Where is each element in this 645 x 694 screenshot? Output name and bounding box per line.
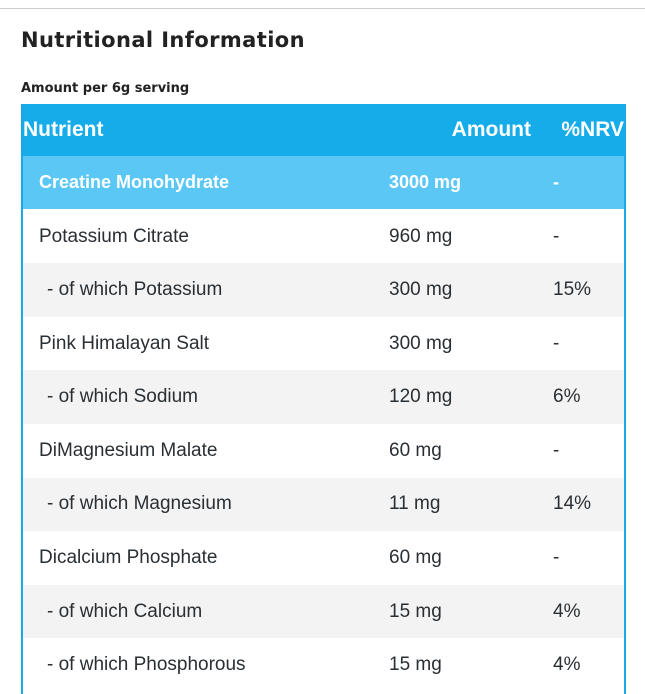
table-row <box>23 531 624 585</box>
nutrient-amount: 15 mg <box>389 654 442 676</box>
table-row <box>23 210 624 264</box>
table-row <box>23 156 624 210</box>
serving-size-label: Amount per 6g serving <box>21 81 190 96</box>
nutrient-amount: 60 mg <box>389 546 442 568</box>
nutrient-name: - of which Calcium <box>47 600 203 622</box>
nutrient-amount: 300 mg <box>389 332 453 354</box>
nutrient-name: - of which Potassium <box>47 278 223 300</box>
table-row <box>23 317 624 371</box>
nutrient-nrv: 4% <box>553 600 581 622</box>
nutrient-nrv: 6% <box>553 386 581 408</box>
nutrient-nrv: 15% <box>553 278 592 300</box>
table-row <box>23 370 624 424</box>
nutrient-nrv: - <box>553 332 560 354</box>
nutrient-nrv: - <box>553 546 560 568</box>
nutrient-nrv: - <box>553 439 560 461</box>
table-header-row <box>23 104 624 156</box>
nutrient-name: - of which Magnesium <box>47 493 232 515</box>
column-header-amount: Amount <box>451 118 531 141</box>
nutrient-name: Pink Himalayan Salt <box>39 332 210 354</box>
nutrient-amount: 60 mg <box>389 439 442 461</box>
column-header-nrv: %NRV <box>561 118 624 141</box>
nutrition-table <box>23 104 624 692</box>
nutrient-nrv: - <box>553 225 560 247</box>
nutrient-nrv: 4% <box>553 654 581 676</box>
table-row <box>23 424 624 478</box>
nutrient-name: Potassium Citrate <box>39 225 189 247</box>
nutrient-name: - of which Sodium <box>47 386 199 408</box>
nutrient-amount: 3000 mg <box>373 156 531 210</box>
nutrition-table-container <box>21 104 626 694</box>
nutrient-name: Creatine Monohydrate <box>23 156 373 210</box>
nutrient-name: DiMagnesium Malate <box>39 439 218 461</box>
nutrient-nrv: - <box>531 156 624 210</box>
nutrient-amount: 11 mg <box>389 493 441 515</box>
table-row <box>23 638 624 692</box>
nutrient-amount: 300 mg <box>389 278 453 300</box>
nutrient-name: - of which Phosphorous <box>47 654 246 676</box>
top-divider <box>0 8 645 9</box>
nutrient-amount: 15 mg <box>389 600 442 622</box>
nutrient-amount: 120 mg <box>389 386 453 408</box>
table-row <box>23 585 624 639</box>
column-header-nutrient: Nutrient <box>23 118 104 141</box>
nutrient-name: Dicalcium Phosphate <box>39 546 218 568</box>
section-title: Nutritional Information <box>21 28 305 52</box>
table-row <box>23 263 624 317</box>
nutrient-nrv: 14% <box>553 493 592 515</box>
nutrient-amount: 960 mg <box>389 225 453 247</box>
table-row <box>23 478 624 532</box>
